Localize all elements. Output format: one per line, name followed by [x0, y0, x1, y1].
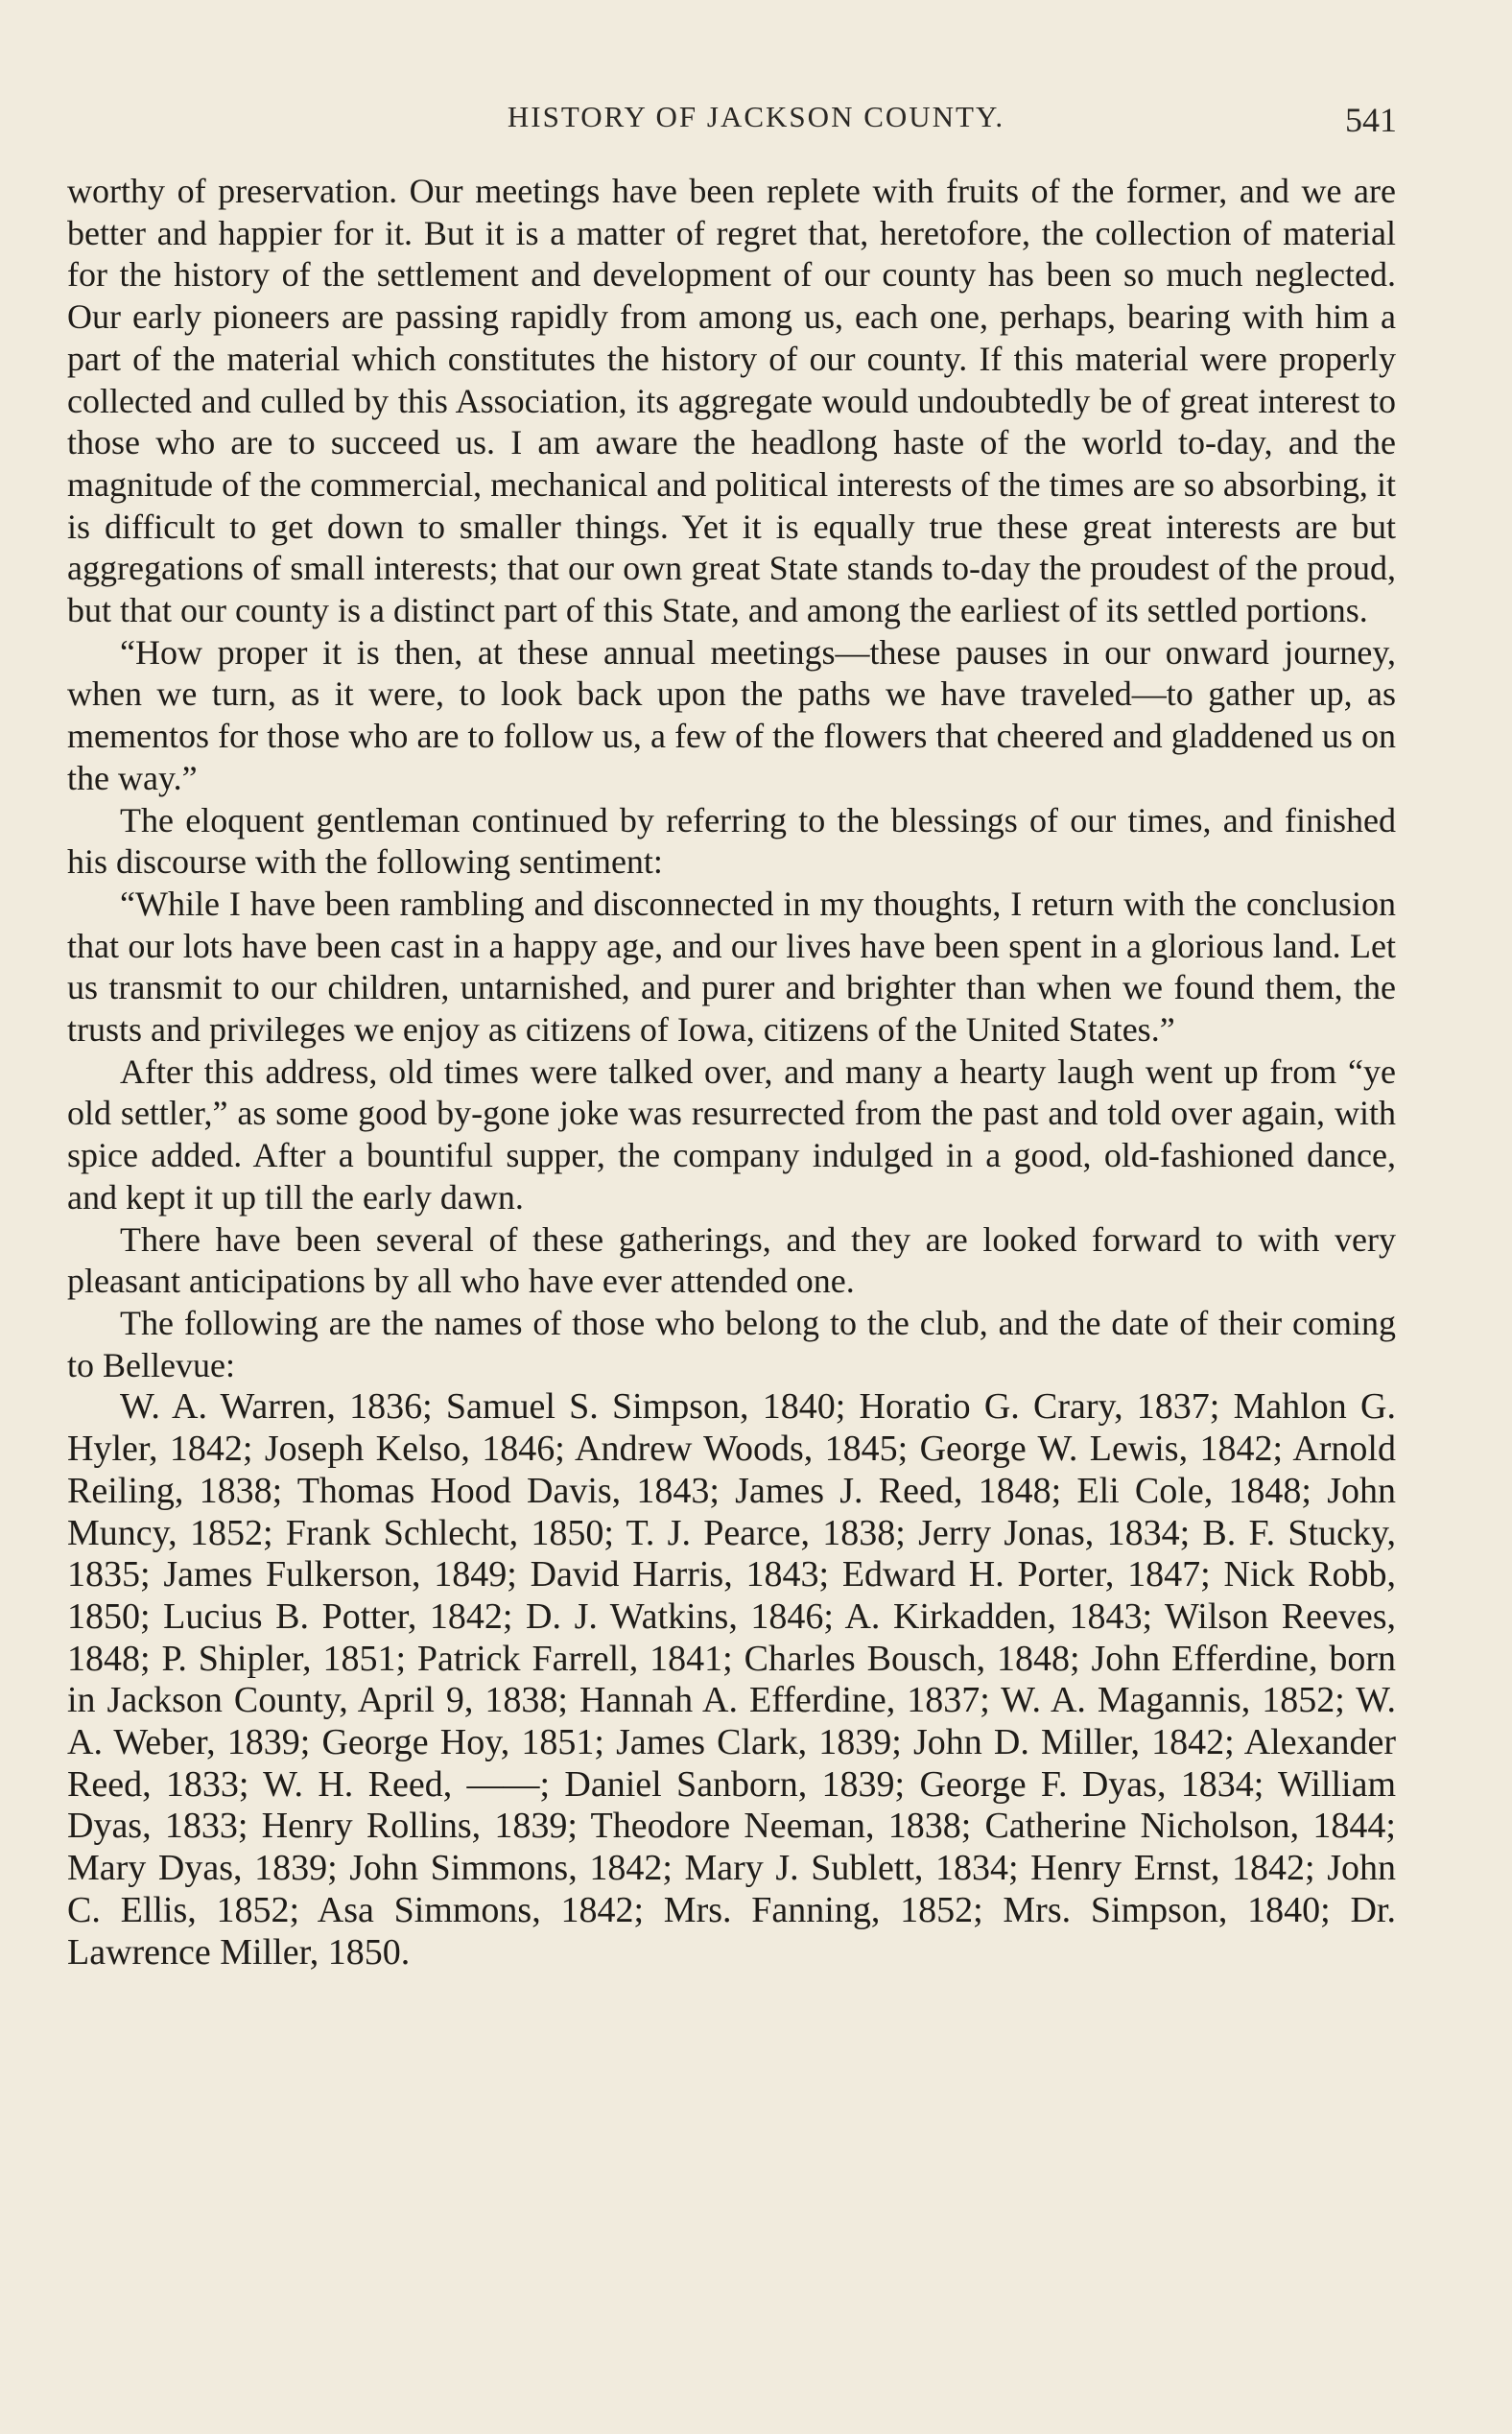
page-number: 541: [1345, 101, 1397, 139]
paragraph-after-address: After this address, old times were talked over, and many a hearty laugh went up from “ye old settler,” as some good by-gone joke was resurrected from the past and told over again, with spice added. After a bountiful supper, the company indulged in a good, old-fashioned dance, and kept it up till the early dawn.: [67, 1052, 1396, 1217]
paragraph-continuation: worthy of preservation. Our meetings have been replete with fruits of the former, and we are better and happier for it. But it is a matter of regret that, heretofore, the collection of material for the history of the settlement and development of our county has been so much neglected. Our early pioneers are passing rapidly from among us, each one, perhaps, bearing with him a part of the material which constitutes the history of our county. If this material were properly collected and culled by this Association, its aggregate would undoubtedly be of great interest to those who are to succeed us. I am aware the headlong haste of the world to-day, and the magnitude of the commercial, mechanical and political interests of the times are so absorbing, it is difficult to get down to smaller things. Yet it is equally true these great interests are but aggregations of small interests; that our own great State stands to-day the proudest of the proud, but that our county is a distinct part of this State, and among the earliest of its settled portions.: [67, 172, 1396, 630]
body-text: [67, 171, 1396, 1973]
paragraph-gatherings: There have been several of these gatherings, and they are looked forward to with very pleasant anticipations by all who have ever attended one.: [67, 1219, 1396, 1301]
page-header: [0, 88, 1512, 146]
paragraph-quote-sentiment: “While I have been rambling and disconnected in my thoughts, I return with the conclusion that our lots have been cast in a happy age, and our lives have been spent in a glorious land. Let us transmit to our children, untarnished, and purer and brighter than when we found them, the trusts and privileges we enjoy as citizens of Iowa, citizens of the United States.”: [67, 884, 1396, 1050]
paragraph-member-list: W. A. Warren, 1836; Samuel S. Simpson, 1840; Horatio G. Crary, 1837; Mahlon G. Hyler, 1842; Joseph Kelso, 1846; Andrew Woods, 1845; George W. Lewis, 1842; Arnold Reiling, 1838; Thomas Hood Davis, 1843; James J. Reed, 1848; Eli Cole, 1848; John Muncy, 1852; Frank Schlecht, 1850; T. J. Pearce, 1838; Jerry Jonas, 1834; B. F. Stucky, 1835; James Fulkerson, 1849; David Harris, 1843; Edward H. Porter, 1847; Nick Robb, 1850; Lucius B. Potter, 1842; D. J. Watkins, 1846; A. Kirkadden, 1843; Wilson Reeves, 1848; P. Shipler, 1851; Patrick Farrell, 1841; Charles Bousch, 1848; John Efferdine, born in Jackson County, April 9, 1838; Hannah A. Efferdine, 1837; W. A. Magannis, 1852; W. A. Weber, 1839; George Hoy, 1851; James Clark, 1839; John D. Miller, 1842; Alexander Reed, 1833; W. H. Reed, ——; Daniel Sanborn, 1839; George F. Dyas, 1834; William Dyas, 1833; Henry Rollins, 1839; Theodore Neeman, 1838; Catherine Nicholson, 1844; Mary Dyas, 1839; John Simmons, 1842; Mary J. Sublett, 1834; Henry Ernst, 1842; John C. Ellis, 1852; Asa Simmons, 1842; Mrs. Fanning, 1852; Mrs. Simpson, 1840; Dr. Lawrence Miller, 1850.: [67, 1386, 1396, 1973]
paragraph-names-intro: The following are the names of those who belong to the club, and the date of their coming to Bellevue:: [67, 1303, 1396, 1384]
paragraph-eloquent-gentleman: The eloquent gentleman continued by referring to the blessings of our times, and finished his discourse with the following sentiment:: [67, 800, 1396, 882]
running-head: HISTORY OF JACKSON COUNTY.: [507, 100, 1005, 133]
paragraph-quote-onward-journey: “How proper it is then, at these annual meetings—these pauses in our onward journey, when we turn, as it were, to look back upon the paths we have traveled—to gather up, as mementos for those who are to follow us, a few of the flowers that cheered and gladdened us on the way.”: [67, 632, 1396, 797]
